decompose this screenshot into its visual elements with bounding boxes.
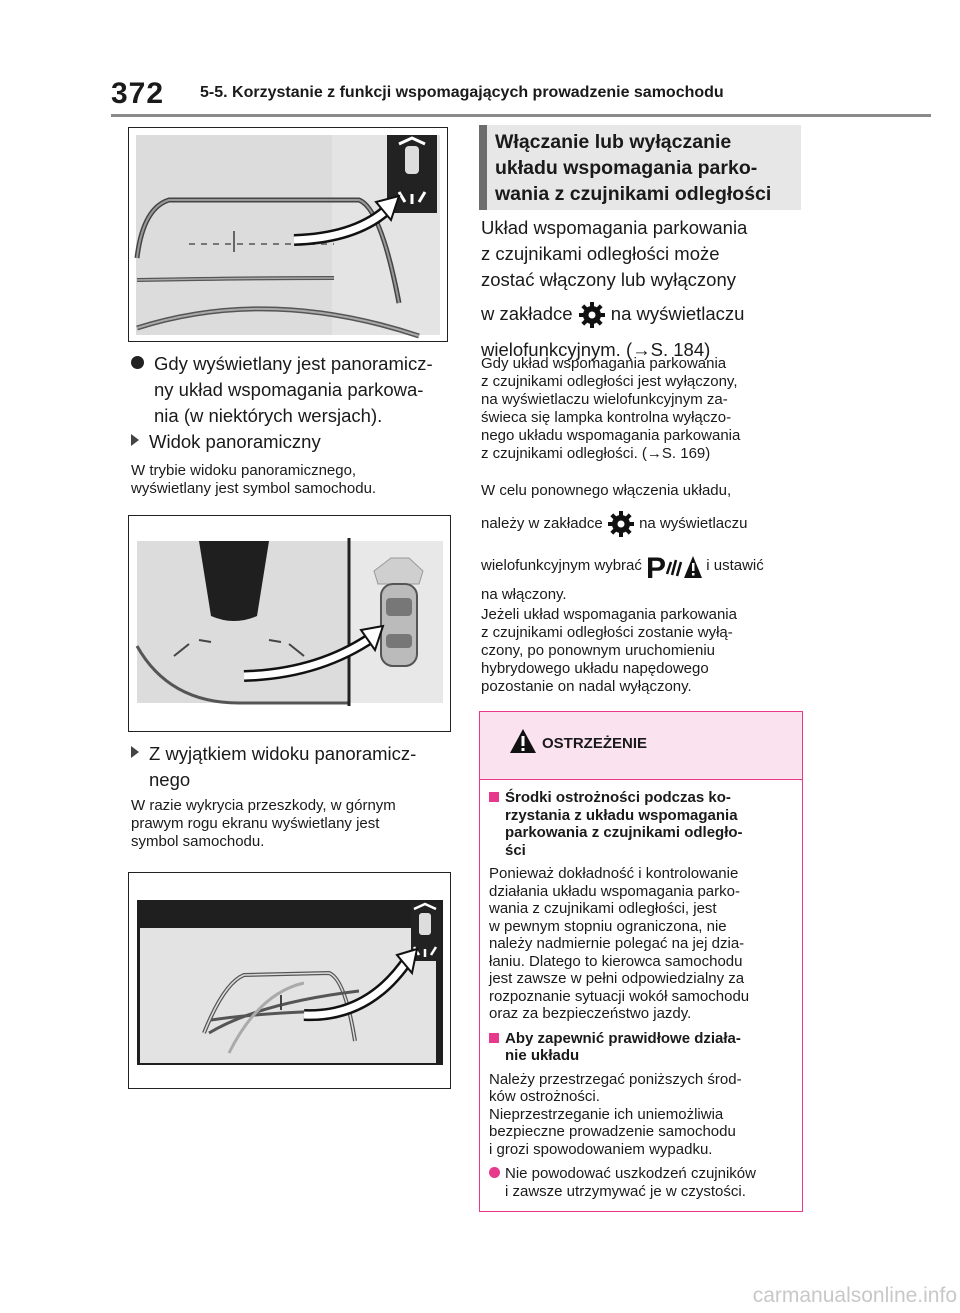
text-line: wania z czujnikami odległości, jest [489,900,717,917]
text-line: W razie wykrycia przeszkody, w górnym [131,797,396,814]
heading-line: wania z czujnikami odległości [495,183,772,205]
text-fragment: w zakładce [481,303,573,324]
warning-content [489,789,794,1200]
figure-panoramic-view [128,515,451,732]
text-line: Układ wspomagania parkowania [481,217,748,238]
bullet-panoramic-system [131,351,461,429]
warning-subheading: nie układu [505,1047,580,1064]
text-line: rozpoznanie sytuacji wokół samochodu [489,987,750,1005]
running-header: 5-5. Korzystanie z funkcji wspomagających prowadzenie samochodu [200,84,724,101]
page-number: 372 [111,77,165,110]
text-fragment: wielofunkcyjnym wybrać [481,556,642,574]
text-line: i zawsze utrzymywać je w czystości. [505,1182,746,1200]
text-line: należy nadmiernie polegać na jej dzia- [489,935,745,952]
figure-rear-camera-sensor-display [128,127,448,342]
gear-icon [578,301,606,329]
text-line: Nie powodować uszkodzeń czujników [505,1165,756,1182]
subheading-text: Z wyjątkiem widoku panoramicz- [149,743,417,764]
text-line: pozostanie on nadal wyłączony. [481,678,692,695]
text-line: świeca się lampka kontrolna wyłączo- [481,409,732,426]
text-line: oraz za bezpieczeństwo jazdy. [489,1005,692,1022]
text-line: Ponieważ dokładność i kontrolowanie [489,865,739,882]
text-line: z czujnikami odległości zostanie wyłą- [481,624,733,641]
heading-line: układu wspomagania parko- [495,157,758,179]
warning-subheading: Środki ostrożności podczas ko- [505,789,731,806]
warning-subheading: rzystania z układu wspomagania [505,806,738,824]
text-line: jest zawsze w pełni odpowiedzialny za [489,970,745,987]
paragraph-except-panoramic [131,797,396,851]
text-fragment: na wyświetlaczu [610,303,745,324]
text-line: z czujnikami odległości jest wyłączony, [481,373,738,390]
text-line: na wyświetlaczu wielofunkcyjnym za- [481,391,728,408]
parking-sensor-icon [646,550,702,582]
text-line: łaniu. Dlatego to kierowca samochodu [489,952,743,970]
text-line: i grozi spowodowaniem wypadku. [489,1140,713,1158]
paragraph-reenable [481,482,764,604]
text-line: W trybie widoku panoramicznego, [131,462,357,479]
paragraph-panoramic-view [131,462,376,498]
text-line: Jeżeli układ wspomagania parkowania [481,606,737,623]
text-line: prawym rogu ekranu wyświetlany jest [131,815,380,832]
subheading-text: nego [149,769,191,790]
square-bullet-icon [489,792,499,802]
svg-text:P: P [646,552,667,582]
section-heading [479,125,801,210]
bullet-text-line: ny układ wspomagania parkowa- [154,379,424,400]
subheading-except-panoramic [131,741,461,793]
subheading-panoramic-view [131,429,321,455]
paragraph-remains-off [481,606,737,696]
triangle-bullet-icon [131,434,139,446]
text-line: ków ostrożności. [489,1088,600,1105]
text-line: na włączony. [481,586,567,603]
text-fragment: na wyświetlaczu [639,514,748,532]
heading-line: Włączanie lub wyłączanie [495,131,732,153]
warning-subheading: parkowania z czujnikami odległo- [505,824,743,841]
intro-paragraph [481,215,747,363]
text-line: hybrydowego układu napędowego [481,660,709,677]
warning-title: OSTRZEŻENIE [542,735,648,752]
text-line: w pewnym stopniu ograniczona, nie [489,917,727,935]
header-rule [111,114,931,117]
warning-triangle-icon [509,728,537,754]
warning-header [480,712,802,780]
bullet-dot-icon [131,356,144,369]
warning-subheading: ści [505,841,526,859]
figure-standard-view [128,872,451,1089]
text-line: Gdy układ wspomagania parkowania [481,355,727,372]
text-line: zostać włączony lub wyłączony [481,269,736,290]
panoramic-view-illustration [129,516,450,731]
subheading-text: Widok panoramiczny [149,431,321,452]
text-line: wielofunkcyjnym. (→S. 184) [481,339,711,360]
triangle-bullet-icon [131,746,139,758]
footer-watermark: carmanualsonline.info [752,1284,957,1307]
text-line: nego układu wspomagania parkowania [481,427,741,444]
bullet-text-line: Gdy wyświetlany jest panoramicz- [154,353,433,374]
camera-view-illustration [129,128,447,341]
square-bullet-icon [489,1033,499,1043]
text-line: wyświetlany jest symbol samochodu. [131,480,377,497]
text-line: Należy przestrzegać poniższych środ- [489,1070,742,1088]
text-line: z czujnikami odległości. (→S. 169) [481,445,711,462]
text-line: bezpieczne prowadzenie samochodu [489,1123,736,1140]
gear-icon [607,510,635,538]
text-line: symbol samochodu. [131,833,265,850]
text-fragment: należy w zakładce [481,514,603,532]
paragraph-disabled-indicator [481,355,740,463]
warning-box [479,711,803,1212]
text-line: działania układu wspomagania parko- [489,882,740,900]
warning-subheading: Aby zapewnić prawidłowe działa- [505,1029,741,1047]
text-line: czony, po ponownym uruchomieniu [481,642,716,659]
bullet-text-line: nia (w niektórych wersjach). [154,405,383,426]
round-bullet-icon [489,1167,500,1178]
text-line: Nieprzestrzeganie ich uniemożliwia [489,1105,724,1123]
text-line: z czujnikami odległości może [481,243,720,264]
text-line: W celu ponownego włączenia układu, [481,482,732,499]
standard-view-illustration [129,873,450,1088]
text-fragment: i ustawić [706,556,764,574]
